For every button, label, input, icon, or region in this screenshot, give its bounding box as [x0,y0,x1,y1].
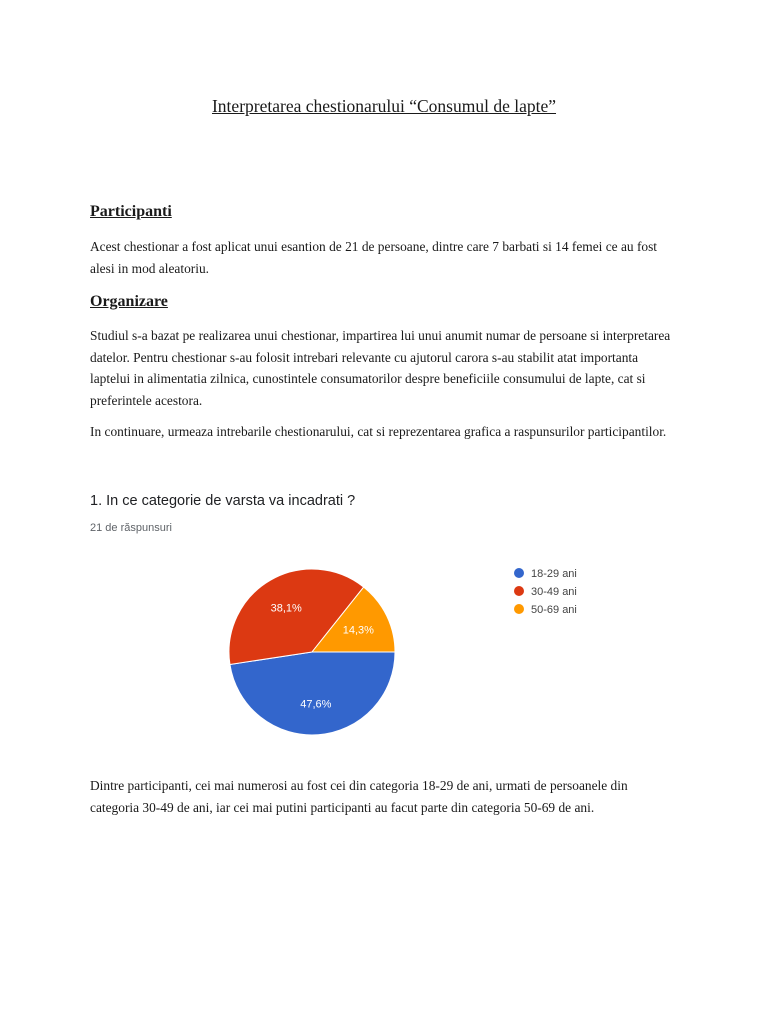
legend-marker [514,604,524,614]
document-title: Interpretarea chestionarului “Consumul de lapte” [211,96,557,116]
legend-label: 50-69 ani [531,604,577,616]
pie-slice-label: 14,3% [342,624,374,637]
response-count: 21 de răspunsuri [90,522,172,534]
legend-marker [514,586,524,596]
section-heading-participanti: Participanti [90,203,172,220]
organizare-paragraph-2: In continuare, urmeaza intrebarile chestionarului, cat si reprezentarea grafica a raspunsurilor participantilor. [90,424,667,439]
legend-label: 30-49 ani [531,586,577,598]
legend-label: 18-29 ani [531,568,577,580]
organizare-paragraph-1: Studiul s-a bazat pe realizarea unui chestionar, impartirea lui unui anumit numar de persoane si interpretarea datelor. Pentru chestionar s-au folosit intrebari relevante cu ajutorul carora s-au stabilit atat importanta laptelui in alimentatia zilnica, cunostintele consumatorilor despre beneficiile consumului de lapte, cat si preferintele acestora. [90,328,671,408]
conclusion-paragraph: Dintre participanti, cei mai numerosi au fost cei din categoria 18-29 de ani, urmati de persoanele din categoria 30-49 de ani, iar cei mai putini participanti au facut parte din categoria 50-69 de ani. [90,778,628,815]
pie-slice-label: 47,6% [300,698,332,711]
pie-slice-label: 38,1% [270,602,302,615]
section-heading-organizare: Organizare [90,293,168,310]
question-title: 1. In ce categorie de varsta va incadrati ? [90,493,356,509]
participanti-paragraph: Acest chestionar a fost aplicat unui esantion de 21 de persoane, dintre care 7 barbati si 14 femei ce au fost alesi in mod aleatoriu. [90,239,658,276]
chart-legend [514,568,577,616]
pie-slice-18-29-ani [230,652,395,735]
legend-marker [514,568,524,578]
